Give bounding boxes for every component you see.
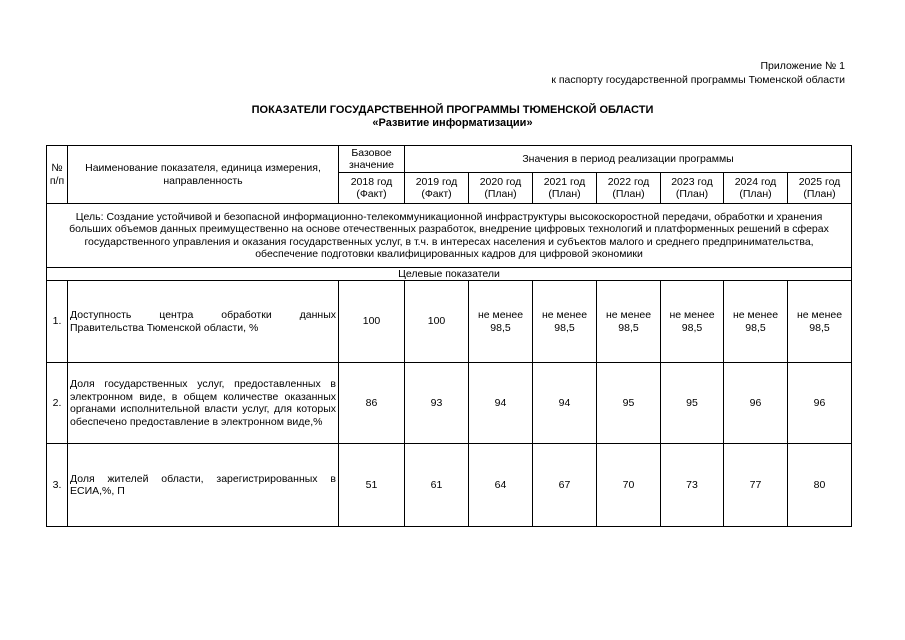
indicators-table [46, 145, 852, 527]
year-label: 2019 год [415, 175, 458, 188]
year-header [469, 173, 533, 204]
section-row [47, 268, 852, 281]
row-number: 1. [47, 281, 68, 363]
indicator-value: 61 [405, 444, 469, 527]
indicator-name: Доля жителей области, зарегистрированных в ЕСИА,%, П [68, 444, 339, 527]
indicator-value: не менее 98,5 [533, 281, 597, 363]
program-goal: Цель: Создание устойчивой и безопасной информационно-телекоммуникационной инфраструктуры высокоскоростной передачи, обработки и хранения больших объемов данных преимущественно на основе отечественных разработок, внедрение цифровых технологий и платформенных решений в сферах государственного управления и оказания государственных услуг, в т.ч. в интересах населения и субъектов малого и среднего предпринимательства, обеспечение подготовки квалифицированных кадров для цифровой экономики [47, 204, 852, 268]
indicator-value: 94 [469, 363, 533, 444]
year-label: 2018 год [350, 175, 393, 188]
row-number: 2. [47, 363, 68, 444]
appendix-note [551, 60, 845, 87]
year-label: 2021 год [543, 175, 586, 188]
year-kind: (План) [548, 188, 581, 200]
header-period-values: Значения в период реализации программы [405, 146, 852, 173]
year-kind: (План) [612, 188, 645, 200]
year-kind: (Факт) [356, 188, 387, 200]
indicator-value: не менее 98,5 [661, 281, 724, 363]
indicator-value: 64 [469, 444, 533, 527]
year-header [597, 173, 661, 204]
indicator-name: Доля государственных услуг, предоставленных в электронном виде, в общем количестве оказанных органами исполнительной власти услуг, для которых обеспечено предоставление в электронном виде,% [68, 363, 339, 444]
year-header [661, 173, 724, 204]
year-label: 2024 год [734, 175, 777, 188]
year-kind: (Факт) [421, 188, 452, 200]
indicator-value: 51 [339, 444, 405, 527]
table-row [47, 281, 852, 363]
indicator-value: 86 [339, 363, 405, 444]
year-label: 2025 год [798, 175, 841, 188]
indicator-value: не менее 98,5 [469, 281, 533, 363]
indicator-value: 70 [597, 444, 661, 527]
row-number: 3. [47, 444, 68, 527]
appendix-reference: к паспорту государственной программы Тюменской области [551, 73, 845, 86]
header-base-value: Базовое значение [339, 146, 405, 173]
year-header [405, 173, 469, 204]
header-number: № п/п [47, 146, 68, 204]
indicator-value: не менее 98,5 [597, 281, 661, 363]
indicator-value: 80 [788, 444, 852, 527]
year-header [724, 173, 788, 204]
indicator-value: 100 [405, 281, 469, 363]
year-label: 2020 год [479, 175, 522, 188]
indicator-value: 73 [661, 444, 724, 527]
goal-row [47, 204, 852, 268]
indicator-name: Доступность центра обработки данных Правительства Тюменской области, % [68, 281, 339, 363]
indicator-value: 95 [597, 363, 661, 444]
indicator-value: 96 [788, 363, 852, 444]
year-label: 2023 год [671, 175, 713, 188]
indicator-value: 95 [661, 363, 724, 444]
year-kind: (План) [739, 188, 772, 200]
appendix-number: Приложение № 1 [760, 60, 845, 72]
header-row [47, 146, 852, 173]
document-title: ПОКАЗАТЕЛИ ГОСУДАРСТВЕННОЙ ПРОГРАММЫ ТЮМЕНСКОЙ ОБЛАСТИ [251, 104, 654, 116]
year-header [788, 173, 852, 204]
indicator-value: 100 [339, 281, 405, 363]
year-header [339, 173, 405, 204]
indicator-value: 93 [405, 363, 469, 444]
indicator-value: 96 [724, 363, 788, 444]
year-kind: (План) [803, 188, 836, 200]
section-title: Целевые показатели [47, 268, 852, 281]
year-kind: (План) [484, 188, 517, 200]
year-header [533, 173, 597, 204]
indicator-value: не менее 98,5 [788, 281, 852, 363]
document-heading [0, 104, 905, 130]
indicator-value: 94 [533, 363, 597, 444]
header-indicator-name: Наименование показателя, единица измерения, направленность [68, 146, 339, 204]
year-kind: (План) [675, 188, 709, 200]
year-label: 2022 год [607, 175, 650, 188]
indicator-value: 77 [724, 444, 788, 527]
indicator-value: 67 [533, 444, 597, 527]
indicator-value: не менее 98,5 [724, 281, 788, 363]
program-name: «Развитие информатизации» [372, 117, 533, 129]
table-row [47, 444, 852, 527]
table-row [47, 363, 852, 444]
